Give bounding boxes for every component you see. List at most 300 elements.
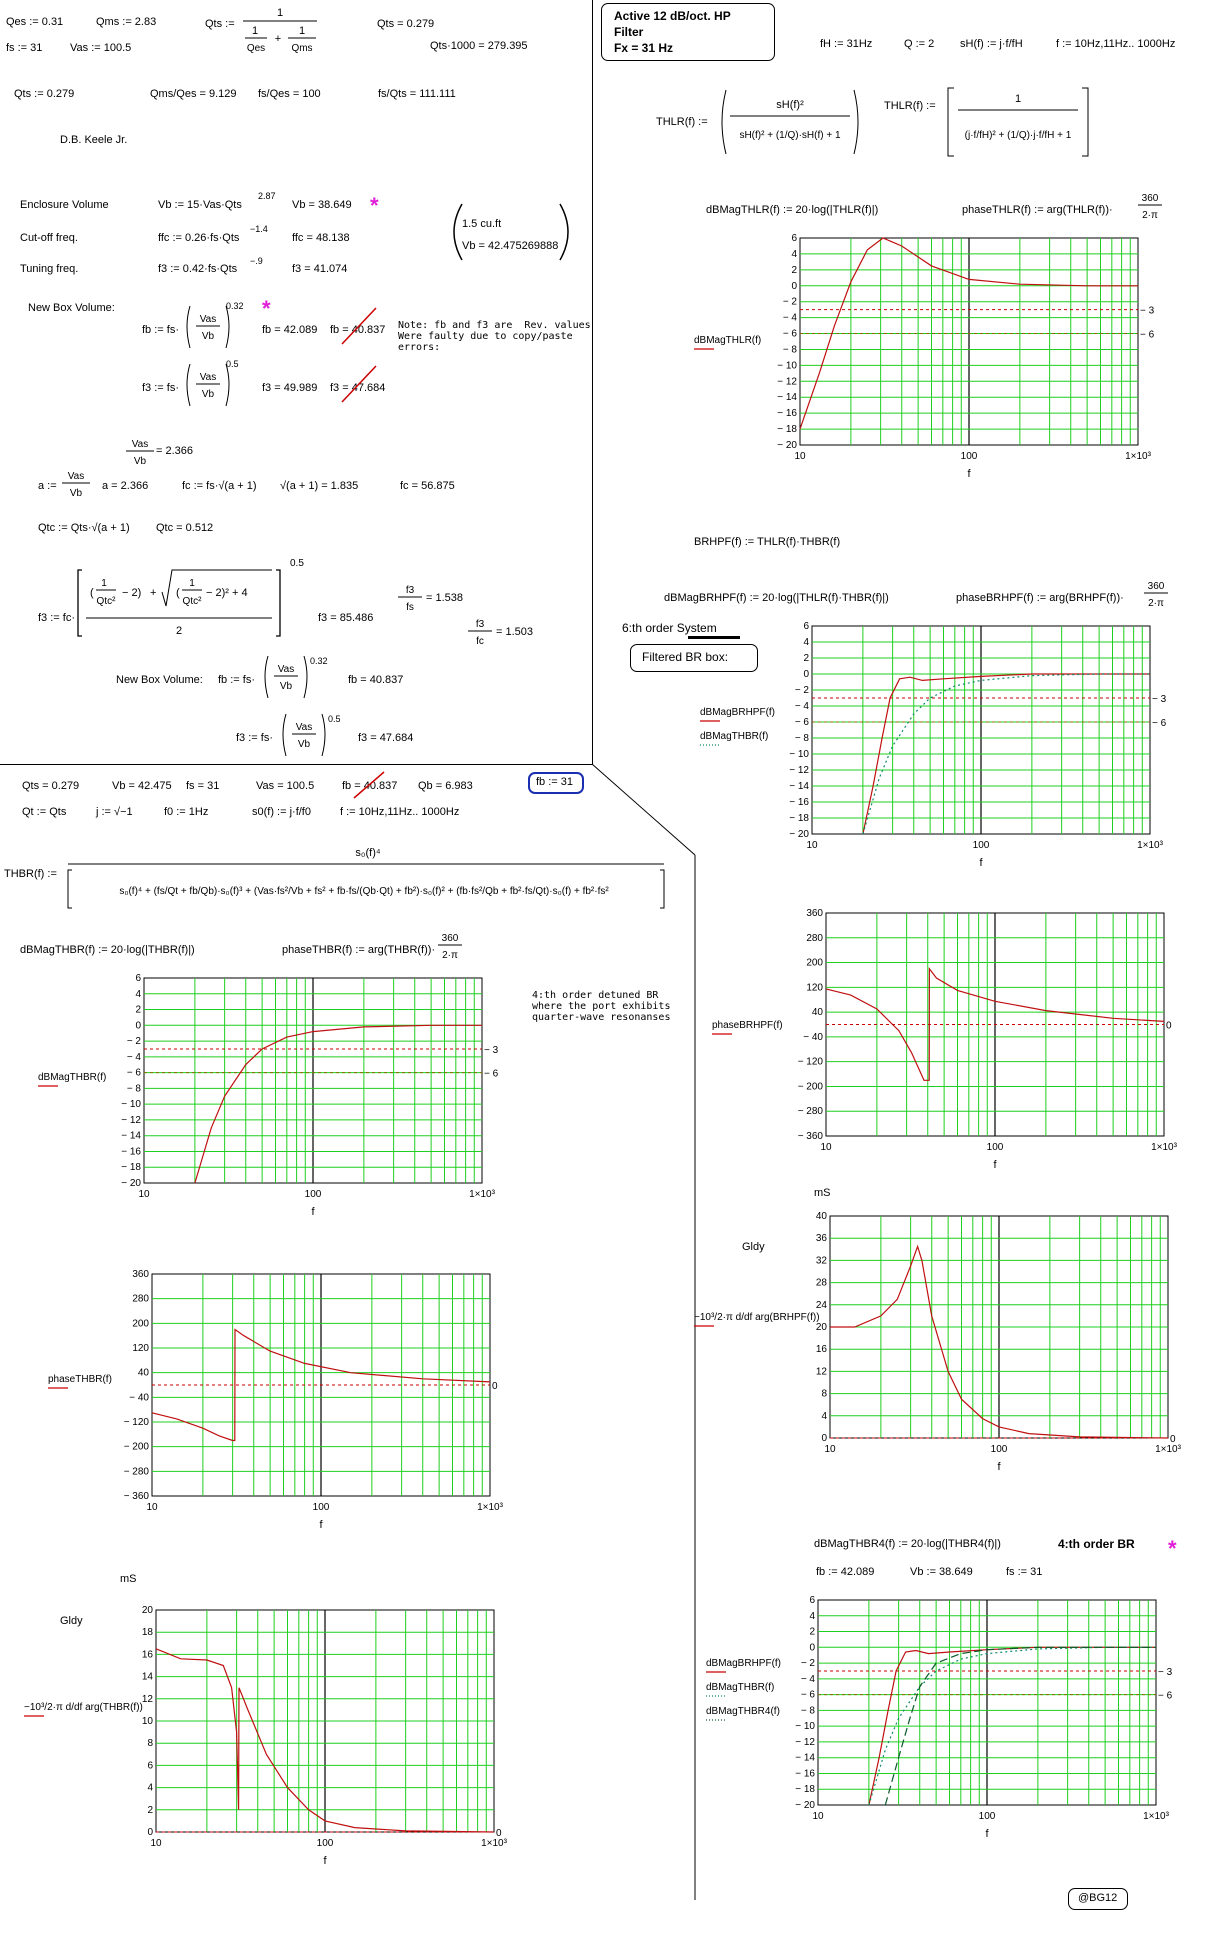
y-tick-label: 6: [791, 233, 797, 244]
y-tick-label: − 4: [126, 1051, 141, 1063]
y-tick-label: 20: [815, 1322, 827, 1333]
svg-text:2·π: 2·π: [442, 950, 458, 961]
y-tick-label: 32: [815, 1255, 827, 1267]
vb4-def: Vb := 38.649: [910, 1566, 973, 1578]
reference-label: − 6: [484, 1068, 499, 1080]
sixth-order: 6:th order System: [622, 621, 717, 635]
y-tick-label: 12: [141, 1693, 153, 1705]
phthlr-def: phaseTHLR(f) := arg(THLR(f))·: [962, 204, 1113, 216]
svg-text:Vas: Vas: [295, 722, 313, 733]
x-axis-label: f: [993, 1159, 997, 1171]
vas-def: Vas := 100.5: [70, 42, 132, 54]
y-tick-label: − 14: [777, 392, 797, 404]
y-tick-label: 16: [141, 1649, 153, 1661]
y-tick-label: − 16: [121, 1146, 141, 1158]
f3c-formula: f3 := fs·: [236, 732, 273, 744]
y-tick-label: − 6: [782, 328, 797, 340]
svg-text:Vb: Vb: [201, 389, 215, 400]
br-frange: f := 10Hz,11Hz.. 1000Hz: [340, 806, 460, 818]
y-tick-label: − 8: [794, 733, 809, 744]
thlr-def-2: THLR(f) :=: [884, 100, 936, 112]
svg-text:fc: fc: [476, 636, 484, 647]
y-tick-label: − 10: [777, 360, 797, 372]
f3-fc-val: = 1.503: [496, 626, 534, 638]
qtc-def: Qtc := Qts·√(a + 1): [38, 522, 130, 534]
x-tick-label: 1×10³: [469, 1189, 495, 1200]
svg-text:(: (: [176, 587, 180, 599]
x-tick-label: 1×10³: [1125, 451, 1151, 462]
y-axis-label: −10³/2·π d/df arg(BRHPF(f)): [694, 1312, 820, 1323]
svg-text:2·π: 2·π: [1142, 210, 1158, 221]
y-tick-label: 0: [147, 1827, 153, 1838]
reference-label: − 3: [1140, 305, 1155, 317]
y-axis-label: dBMagTHBR(f): [706, 1682, 775, 1693]
phthbr-def: phaseTHBR(f) := arg(THBR(f))·: [282, 944, 436, 956]
fb-struck: fb = 40.837: [330, 324, 386, 336]
y-tick-label: − 16: [795, 1768, 815, 1780]
svg-text:Vb: Vb: [297, 739, 311, 750]
enc-val: Vb = 38.649: [292, 199, 352, 211]
y-tick-label: − 200: [123, 1441, 149, 1453]
br-vas: Vas = 100.5: [256, 780, 315, 792]
cut-formula: ffc := 0.26·fs·Qts: [158, 232, 240, 244]
y-tick-label: 2: [791, 264, 797, 276]
y-tick-label: − 2: [800, 1658, 815, 1670]
cut-val: ffc = 48.138: [292, 232, 350, 244]
y-tick-label: 4: [147, 1782, 153, 1794]
x-axis-label: f: [323, 1855, 327, 1867]
svg-text:f3: f3: [475, 619, 485, 630]
svg-text:Vas: Vas: [199, 372, 217, 383]
y-tick-label: 6: [147, 1760, 153, 1772]
note: Note: fb and f3 are Rev. values Were faulty due to copy/paste errors:: [398, 320, 591, 353]
sqrt-val: √(a + 1) = 1.835: [280, 480, 359, 492]
chart-gdbrhpf: [694, 1187, 1182, 1473]
y-tick-label: 0: [809, 1642, 815, 1654]
br-vb: Vb = 42.475: [112, 780, 172, 792]
br-qts: Qts = 0.279: [22, 780, 80, 792]
svg-text:sH(f)²: sH(f)²: [776, 99, 804, 111]
svg-text:− 2): − 2): [122, 587, 142, 599]
x-tick-label: 10: [794, 451, 806, 462]
svg-text:Vb: Vb: [69, 488, 83, 499]
reference-label: − 6: [1140, 329, 1155, 341]
x-axis-label: f: [967, 468, 971, 480]
x-tick-label: 1×10³: [1155, 1444, 1181, 1455]
y-tick-label: 280: [806, 932, 823, 944]
x-tick-label: 100: [986, 1142, 1004, 1153]
y-tick-label: − 12: [789, 765, 809, 776]
thlr-def-1: THLR(f) :=: [656, 116, 708, 128]
qts-val: Qts = 0.279: [377, 18, 435, 30]
tune-formula: f3 := 0.42·fs·Qts: [158, 263, 238, 275]
svg-text:sH(f)² + (1/Q)·sH(f) + 1: sH(f)² + (1/Q)·sH(f) + 1: [739, 130, 841, 141]
fs-qts: fs/Qts = 111.111: [378, 88, 456, 100]
svg-text:Qes: Qes: [246, 43, 266, 54]
svg-text:s₀(f)⁴: s₀(f)⁴: [355, 847, 381, 859]
y-tick-label: − 10: [789, 749, 809, 760]
f3-val: f3 = 49.989: [262, 382, 318, 394]
y-tick-label: − 14: [795, 1752, 815, 1764]
newbox2-label: New Box Volume:: [116, 674, 203, 686]
chart-br4: [706, 1595, 1173, 1840]
svg-text:Vas: Vas: [131, 439, 149, 450]
reference-label: 0: [496, 1828, 502, 1839]
chart-thbr: [38, 973, 499, 1218]
f3b-def: f3 := fc·: [38, 612, 75, 624]
y-axis-label: dBMagBRHPF(f): [700, 707, 776, 718]
enc-formula: Vb := 15·Vas·Qts: [158, 199, 242, 211]
newbox-label: New Box Volume:: [28, 302, 115, 314]
x-tick-label: 10: [150, 1838, 162, 1849]
svg-text:Vas: Vas: [277, 664, 295, 675]
y-tick-label: − 12: [777, 376, 797, 388]
svg-text:360: 360: [1141, 193, 1159, 204]
chart-title: Gldy: [742, 1241, 765, 1253]
y-tick-label: 18: [141, 1627, 153, 1639]
y-tick-label: − 6: [794, 717, 809, 728]
tune-label: Tuning freq.: [20, 263, 79, 275]
y-tick-label: − 20: [795, 1800, 815, 1811]
y-tick-label: 2: [135, 1004, 141, 1016]
svg-text:360: 360: [441, 933, 459, 944]
y-tick-label: − 120: [123, 1417, 149, 1428]
x-axis-label: f: [311, 1206, 315, 1218]
svg-text:s₀(f)⁴ + (fs/Qt + fb/Qb)·s₀(f): s₀(f)⁴ + (fs/Qt + fb/Qb)·s₀(f)³ + (Vas·fs²/Vb + fs² + fb·fs/(Qb·Qt) + fb²)·s₀(f)² + (fb·fs²/Qb + fb²·fs/Qt)·s₀(f) + fb²·fs²: [119, 886, 609, 897]
enc-exp: 2.87: [258, 191, 276, 201]
y-tick-label: − 2: [782, 296, 797, 308]
svg-text:Qtc²: Qtc²: [96, 596, 116, 607]
reference-label: 0: [1170, 1434, 1176, 1445]
qts-assign: Qts := 0.279: [14, 88, 75, 100]
y-tick-label: 16: [815, 1344, 827, 1356]
y-tick-label: − 12: [795, 1736, 815, 1748]
dbbrhpf-def: dBMagBRHPF(f) := 20·log(|THLR(f)·THBR(f)|): [664, 592, 889, 604]
y-tick-label: − 18: [121, 1162, 141, 1174]
y-tick-label: 6: [135, 973, 141, 984]
y-tick-label: 10: [141, 1716, 153, 1727]
y-tick-label: − 20: [789, 829, 809, 840]
f0-def: f0 := 1Hz: [164, 806, 209, 818]
sh-def: sH(f) := j·f/fH: [960, 38, 1023, 50]
y-tick-label: 2: [147, 1804, 153, 1816]
db4-def: dBMagTHBR4(f) := 20·log(|THBR4(f)|): [814, 1538, 1001, 1550]
y-tick-label: − 8: [800, 1705, 815, 1717]
y-tick-label: 6: [809, 1595, 815, 1606]
y-tick-label: − 20: [121, 1178, 141, 1189]
y-tick-label: − 10: [795, 1721, 815, 1733]
x-tick-label: 1×10³: [481, 1838, 507, 1849]
hp-frange: f := 10Hz,11Hz.. 1000Hz: [1056, 38, 1176, 50]
x-tick-label: 10: [820, 1142, 832, 1153]
cuft: 1.5 cu.ft: [462, 218, 502, 230]
f3-formula: f3 := fs·: [142, 382, 179, 394]
vb-cuft: Vb = 42.475269888: [462, 240, 559, 252]
y-tick-label: − 8: [126, 1083, 141, 1095]
y-tick-label: − 4: [800, 1673, 815, 1685]
y-tick-label: − 6: [126, 1067, 141, 1079]
fb-exp: 0.32: [226, 301, 244, 311]
svg-text:0.5: 0.5: [290, 558, 304, 569]
fb31: fb := 31: [536, 776, 574, 788]
s0-def: s0(f) := j·f/f0: [252, 806, 311, 818]
tune-val: f3 = 41.074: [292, 263, 348, 275]
fb4-def: fb := 42.089: [816, 1566, 875, 1578]
x-tick-label: 10: [146, 1502, 158, 1513]
fb2-val: fb = 40.837: [348, 674, 404, 686]
x-axis-label: f: [997, 1461, 1001, 1473]
y-tick-label: 360: [806, 908, 823, 919]
svg-text:2: 2: [175, 625, 183, 637]
svg-text:1: 1: [276, 7, 284, 19]
y-tick-label: − 14: [789, 781, 809, 792]
y-tick-label: 360: [132, 1269, 149, 1280]
qes-def: Qes := 0.31: [6, 16, 64, 28]
x-tick-label: 10: [138, 1189, 150, 1200]
y-tick-label: 200: [806, 957, 823, 969]
fs-qes: fs/Qes = 100: [258, 88, 321, 100]
y-tick-label: 8: [147, 1738, 153, 1750]
reference-label: − 3: [484, 1044, 499, 1056]
y-tick-label: − 16: [777, 408, 797, 420]
y-tick-label: 40: [815, 1211, 827, 1222]
y-axis-label: dBMagTHLR(f): [694, 335, 762, 346]
svg-text:(: (: [90, 587, 94, 599]
dbthlr-def: dBMagTHLR(f) := 20·log(|THLR(f)|): [706, 204, 879, 216]
author: D.B. Keele Jr.: [60, 134, 128, 146]
svg-text:Vb: Vb: [279, 681, 293, 692]
fourth-label: 4:th order BR: [1058, 1537, 1135, 1551]
hp-title: Active 12 dB/oct. HP Filter Fx = 31 Hz: [614, 9, 731, 55]
x-axis-label: f: [979, 857, 983, 869]
svg-text:0.32: 0.32: [310, 656, 328, 666]
y-tick-label: − 2: [126, 1036, 141, 1048]
reference-label: 0: [1166, 1020, 1172, 1032]
br-qb: Qb = 6.983: [418, 780, 473, 792]
f3-fs-val: = 1.538: [426, 592, 464, 604]
svg-text:Qms: Qms: [291, 43, 313, 54]
svg-text:(j·f/fH)² + (1/Q)·j·f/fH + 1: (j·f/fH)² + (1/Q)·j·f/fH + 1: [964, 130, 1072, 141]
y-tick-label: − 6: [800, 1689, 815, 1701]
y-axis-label: dBMagBRHPF(f): [706, 1658, 782, 1669]
y-tick-label: − 10: [121, 1099, 141, 1111]
y-tick-label: 40: [137, 1367, 149, 1379]
x-tick-label: 1×10³: [1143, 1811, 1169, 1822]
svg-text:1: 1: [1014, 93, 1022, 105]
reference-label: − 6: [1158, 1690, 1173, 1702]
fc-def: fc := fs·√(a + 1): [182, 480, 257, 492]
y-tick-label: − 4: [794, 701, 809, 712]
x-axis-label: f: [319, 1519, 323, 1531]
y-tick-label: − 8: [782, 344, 797, 356]
fb-formula: fb := fs·: [142, 324, 179, 336]
fb2-formula: fb := fs·: [218, 674, 255, 686]
y-tick-label: 4: [809, 1610, 815, 1622]
reference-label: 0: [492, 1381, 498, 1392]
brhpf-def: BRHPF(f) := THLR(f)·THBR(f): [694, 536, 841, 548]
x-tick-label: 1×10³: [1137, 840, 1163, 851]
y-tick-label: 0: [803, 669, 809, 680]
asterisk-icon: *: [262, 296, 271, 321]
f3-exp: 0.5: [226, 359, 239, 369]
fh-def: fH := 31Hz: [820, 38, 873, 50]
y-tick-label: − 200: [797, 1081, 823, 1093]
x-tick-label: 100: [312, 1502, 330, 1513]
y-axis-label: −10³/2·π d/df arg(THBR(f)): [24, 1702, 143, 1713]
y-tick-label: 8: [821, 1388, 827, 1400]
y-tick-label: 4: [821, 1410, 827, 1422]
y-tick-label: − 40: [803, 1031, 823, 1043]
q-def: Q := 2: [904, 38, 935, 50]
fs4-def: fs := 31: [1006, 1566, 1043, 1578]
svg-text:1: 1: [298, 25, 306, 37]
reference-label: − 6: [1152, 718, 1167, 729]
x-tick-label: 100: [960, 451, 978, 462]
phbrhpf-def: phaseBRHPF(f) := arg(BRHPF(f))·: [956, 592, 1124, 604]
x-tick-label: 100: [304, 1189, 322, 1200]
y-tick-label: − 16: [789, 797, 809, 808]
y-tick-label: − 280: [123, 1466, 149, 1478]
asterisk-icon: *: [1168, 1536, 1177, 1561]
y-tick-label: 2: [809, 1626, 815, 1638]
y-tick-label: 4: [803, 637, 809, 648]
x-tick-label: 1×10³: [477, 1502, 503, 1513]
y-tick-label: − 120: [797, 1056, 823, 1068]
y-tick-label: 280: [132, 1293, 149, 1305]
y-tick-label: 120: [806, 982, 823, 994]
x-tick-label: 100: [978, 1811, 996, 1822]
qts1000: Qts·1000 = 279.395: [430, 40, 528, 52]
x-axis-label: f: [985, 1828, 989, 1840]
qts-def: Qts :=: [205, 18, 235, 30]
qtc-val: Qtc = 0.512: [156, 522, 214, 534]
y-axis-label: dBMagTHBR4(f): [706, 1706, 780, 1717]
svg-text:f3: f3: [405, 585, 415, 596]
dbthbr-def: dBMagTHBR(f) := 20·log(|THBR(f)|): [20, 944, 195, 956]
y-tick-label: 0: [821, 1433, 827, 1444]
reference-label: − 3: [1158, 1666, 1173, 1678]
a-val: a = 2.366: [102, 480, 149, 492]
x-tick-label: 100: [972, 840, 990, 851]
a-def: a :=: [38, 480, 57, 492]
y-tick-label: − 12: [121, 1114, 141, 1126]
y-tick-label: − 360: [123, 1491, 149, 1502]
y-tick-label: − 280: [797, 1106, 823, 1118]
f3b-val: f3 = 85.486: [318, 612, 374, 624]
chart-phbrhpf: [712, 908, 1178, 1171]
svg-text:0.5: 0.5: [328, 714, 341, 724]
fc-val: fc = 56.875: [400, 480, 455, 492]
x-tick-label: 1×10³: [1151, 1142, 1177, 1153]
y-tick-label: 4: [135, 988, 141, 1000]
br-fs: fs = 31: [186, 780, 220, 792]
svg-text:+: +: [150, 587, 157, 599]
y-tick-label: 14: [141, 1671, 153, 1683]
y-tick-label: 0: [791, 280, 797, 292]
y-tick-label: 20: [141, 1605, 153, 1616]
f3-struck: f3 = 47.684: [330, 382, 386, 394]
enc-label: Enclosure Volume: [20, 199, 109, 211]
cut-exp: −1.4: [250, 224, 268, 234]
svg-text:1: 1: [251, 25, 259, 37]
y-tick-label: − 20: [777, 440, 797, 451]
y-tick-label: − 40: [129, 1392, 149, 1404]
y-tick-label: 40: [811, 1007, 823, 1019]
signature: @BG12: [1078, 1892, 1118, 1904]
y-tick-label: 4: [791, 248, 797, 260]
y-tick-label: 200: [132, 1318, 149, 1330]
y-tick-label: − 18: [795, 1784, 815, 1796]
x-tick-label: 100: [316, 1838, 334, 1849]
svg-text:Vas: Vas: [199, 314, 217, 325]
y-tick-label: 0: [135, 1020, 141, 1032]
x-tick-label: 100: [990, 1444, 1008, 1455]
svg-text:Vb: Vb: [133, 456, 147, 467]
j-def: j := √−1: [96, 806, 133, 818]
svg-text:2·π: 2·π: [1148, 598, 1164, 609]
fb-val: fb = 42.089: [262, 324, 318, 336]
svg-text:1: 1: [101, 578, 107, 589]
svg-text:fs: fs: [406, 602, 414, 613]
svg-text:1: 1: [189, 578, 195, 589]
y-axis-label: dBMagTHBR(f): [700, 731, 769, 742]
qms-qes: Qms/Qes = 9.129: [150, 88, 237, 100]
y-tick-label: 120: [132, 1343, 149, 1354]
fs-def: fs := 31: [6, 42, 43, 54]
cut-label: Cut-off freq.: [20, 232, 78, 244]
y-tick-label: − 14: [121, 1130, 141, 1142]
chart-title: Gldy: [60, 1615, 83, 1627]
filtered-label: Filtered BR box:: [642, 650, 729, 664]
y-tick-label: − 18: [777, 424, 797, 436]
y-axis-label: phaseBRHPF(f): [712, 1020, 783, 1031]
chart-phthbr: [48, 1269, 504, 1531]
y-tick-label: 24: [815, 1299, 827, 1311]
svg-text:360: 360: [1147, 581, 1165, 592]
y-tick-label: 2: [803, 653, 809, 664]
unit-label: mS: [814, 1187, 831, 1199]
reference-label: − 3: [1152, 694, 1167, 705]
svg-text:+: +: [274, 33, 282, 45]
chart-brhpf: [700, 621, 1167, 869]
svg-text:Qtc²: Qtc²: [182, 596, 202, 607]
y-tick-label: 28: [815, 1277, 827, 1289]
qt-def: Qt := Qts: [22, 806, 67, 818]
y-tick-label: − 2: [794, 685, 809, 696]
f3c-val: f3 = 47.684: [358, 732, 414, 744]
y-axis-label: dBMagTHBR(f): [38, 1072, 107, 1083]
svg-text:Vb: Vb: [201, 331, 215, 342]
svg-text:Vas: Vas: [67, 471, 85, 482]
x-tick-label: 10: [812, 1811, 824, 1822]
y-tick-label: − 360: [797, 1131, 823, 1142]
x-tick-label: 10: [806, 840, 818, 851]
y-tick-label: 36: [815, 1233, 827, 1245]
y-tick-label: 12: [815, 1366, 827, 1378]
qms-def: Qms := 2.83: [96, 16, 157, 28]
chart-gdthbr: [24, 1573, 508, 1867]
tune-exp: −.9: [250, 256, 263, 266]
y-tick-label: − 4: [782, 312, 797, 324]
chart-thlr: [694, 233, 1155, 480]
svg-text:− 2)² + 4: − 2)² + 4: [206, 587, 248, 599]
vas-vb-val: = 2.366: [156, 445, 194, 457]
detuned-note: 4:th order detuned BR where the port exhibits quarter-wave resonanses: [532, 990, 671, 1023]
x-tick-label: 10: [824, 1444, 836, 1455]
thbr-def: THBR(f) :=: [4, 868, 57, 880]
y-tick-label: 6: [803, 621, 809, 632]
br-fb: fb = 40.837: [342, 780, 398, 792]
